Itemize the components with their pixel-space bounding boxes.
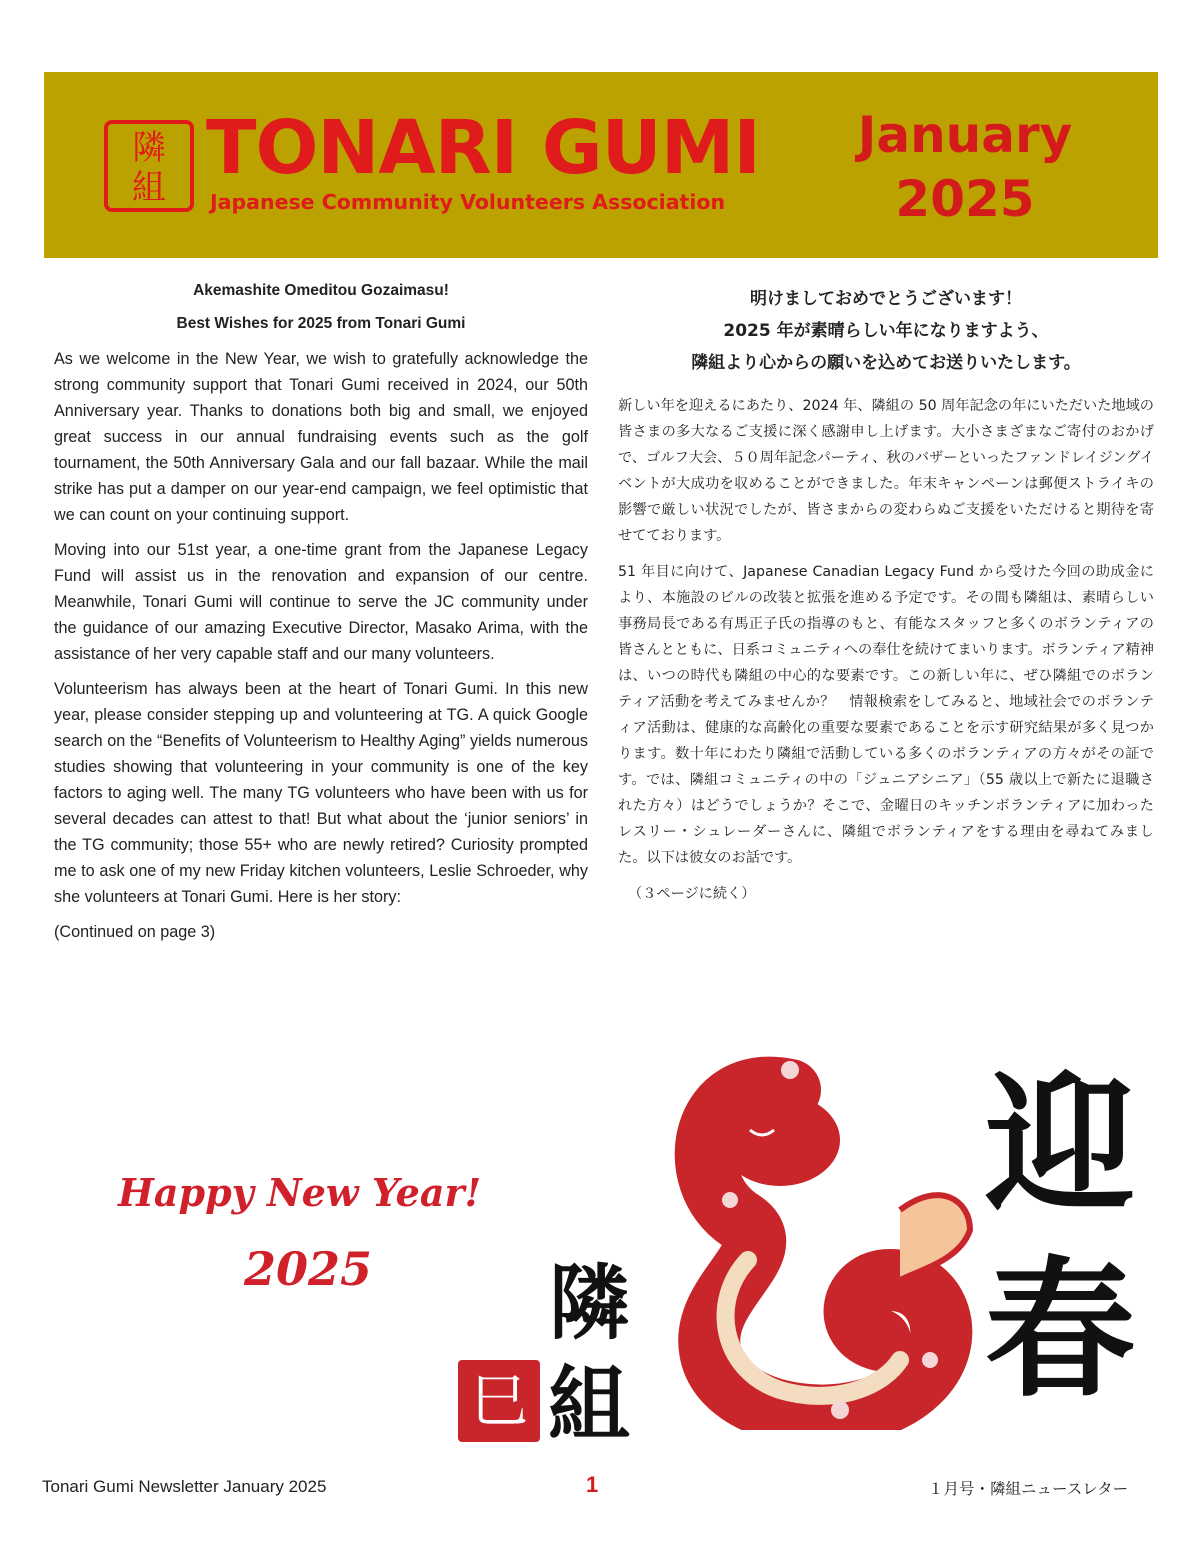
japanese-paragraph: 新しい年を迎えるにあたり、2024 年、隣組の 50 周年記念の年にいただいた地域の皆さまの多大なるご支援に深く感謝申し上げます。大小さまざまなご寄付のおかげで、ゴルフ大会、５０周年記念パーティ、秋のバザーといったファンドレイジングイベントが大成功を収めることができました。年末キャンペーンは郵便ストライキの影響で厳しい状況でしたが、皆さまからの変わらぬご支援をいただけると期待を寄せてております。 [618,398,1154,544]
japanese-heading [618,283,1154,379]
japanese-paragraph: 51 年目に向けて、Japanese Canadian Legacy Fund から受けた今回の助成金により、本施設のビルの改装と拡張を進める予定です。その間も隣組は、素晴らしい事務局長である有馬正子氏の指導のもと、有能なスタッフと多くのボランティアの皆さんとともに、日系コミュニティへの奉仕を続けてまいります。ボランティア精神は、いつの時代も隣組の中心的な要素です。この新しい年に、ぜひ隣組でのボランティア活動を考えてみませんか？ 情報検索をしてみると、地域社会でのボランティア活動は、健康的な高齢化の重要な要素であることを示す研究結果が多く見つかります。数十年にわたり隣組で活動している多くのボランティアの方々がその証です。では、隣組コミュニティの中の「ジュニアシニア」（55 歳以上で新たに退職された方々）はどうでしょうか？そこで、金曜日のキッチンボランティアに加わったレスリー・シュレーダーさんに、隣組でボランティアをする理由を尋ねてみました。以下は彼女のお話です。 [618,564,1154,866]
calligraphy-character: 春 [985,1242,1136,1418]
happy-new-year-text: Happy New Year! [118,1170,482,1215]
issue-year: 2025 [895,170,1035,228]
calligraphy-character: 迎 [985,1057,1136,1233]
japanese-heading-1: 明けましておめでとうございます！ [750,289,1022,309]
calligraphy-character: 組 [548,1357,631,1453]
english-heading-1: Akemashite Omeditou Gozaimasu! [193,282,449,299]
footer-newsletter-title: Tonari Gumi Newsletter January 2025 [42,1477,327,1496]
logo-kanji-bottom: 組 [132,168,166,208]
snake-flower [831,1401,849,1419]
snake-seal: 巳 [458,1360,540,1442]
snake-flower [922,1352,938,1368]
english-paragraph: Moving into our 51st year, a one-time grant from the Japanese Legacy Fund will assist us in the renovation and expansion of our centre. Meanwhile, Tonari Gumi will continue to serve the JC community under the guidance of our amazing Executive Director, Masako Arima, with the assistance of her very capable staff and our many volunteers. [54,541,588,663]
footer-japanese-title: １月号・隣組ニュースレター [928,1480,1129,1498]
greeting-year: 2025 [244,1242,373,1296]
page-number: 1 [586,1472,599,1497]
newsletter-subtitle: Japanese Community Volunteers Association [210,190,726,214]
calligraphy-character: 隣 [548,1255,631,1351]
issue-date [840,103,1090,231]
japanese-heading-3: 隣組より心からの願いを込めてお送りいたします。 [691,353,1081,373]
japanese-column [618,283,1154,917]
english-continued: (Continued on page 3) [54,923,216,941]
logo-seal [104,120,194,212]
english-paragraph: As we welcome in the New Year, we wish to gratefully acknowledge the strong community support that Tonari Gumi received in 2024, our 50th Anniversary year. Thanks to donations both big and small, we enjoyed great success in our annual fundraising events such as the golf tournament, the 50th Anniversary Gala and our fall bazaar. While the mail strike has put a damper on our year-end campaign, we feel optimistic that we can count on your continuing support. [54,350,588,524]
snake-illustration [640,1030,980,1430]
snake-flower [722,1192,738,1208]
japanese-heading-2: 2025 年が素晴らしい年になりますよう、 [723,321,1049,341]
english-paragraph: Volunteerism has always been at the heart of Tonari Gumi. In this new year, please consider stepping up and volunteering at TG. A quick Google search on the “Benefits of Volunteerism to Healthy Aging” yields numerous studies showing that volunteering in your community is one of the key factors to aging well. The many TG volunteers who have been with us for several decades can attest to that! But what about the ‘junior seniors’ in the TG community; those 55+ who are newly retired? Curiosity prompted me to ask one of my new Friday kitchen volunteers, Leslie Schroeder, why she volunteers at Tonari Gumi. Here is her story: [54,680,588,906]
issue-month: January [857,106,1073,164]
newsletter-title: TONARI GUMI [206,105,760,191]
english-column [54,280,588,954]
logo-kanji-top: 隣 [132,128,166,168]
snake-flower [781,1061,799,1079]
english-heading-2: Best Wishes for 2025 from Tonari Gumi [176,315,466,332]
japanese-continued: （３ページに続く） [628,886,756,902]
snake-tail [900,1195,970,1280]
